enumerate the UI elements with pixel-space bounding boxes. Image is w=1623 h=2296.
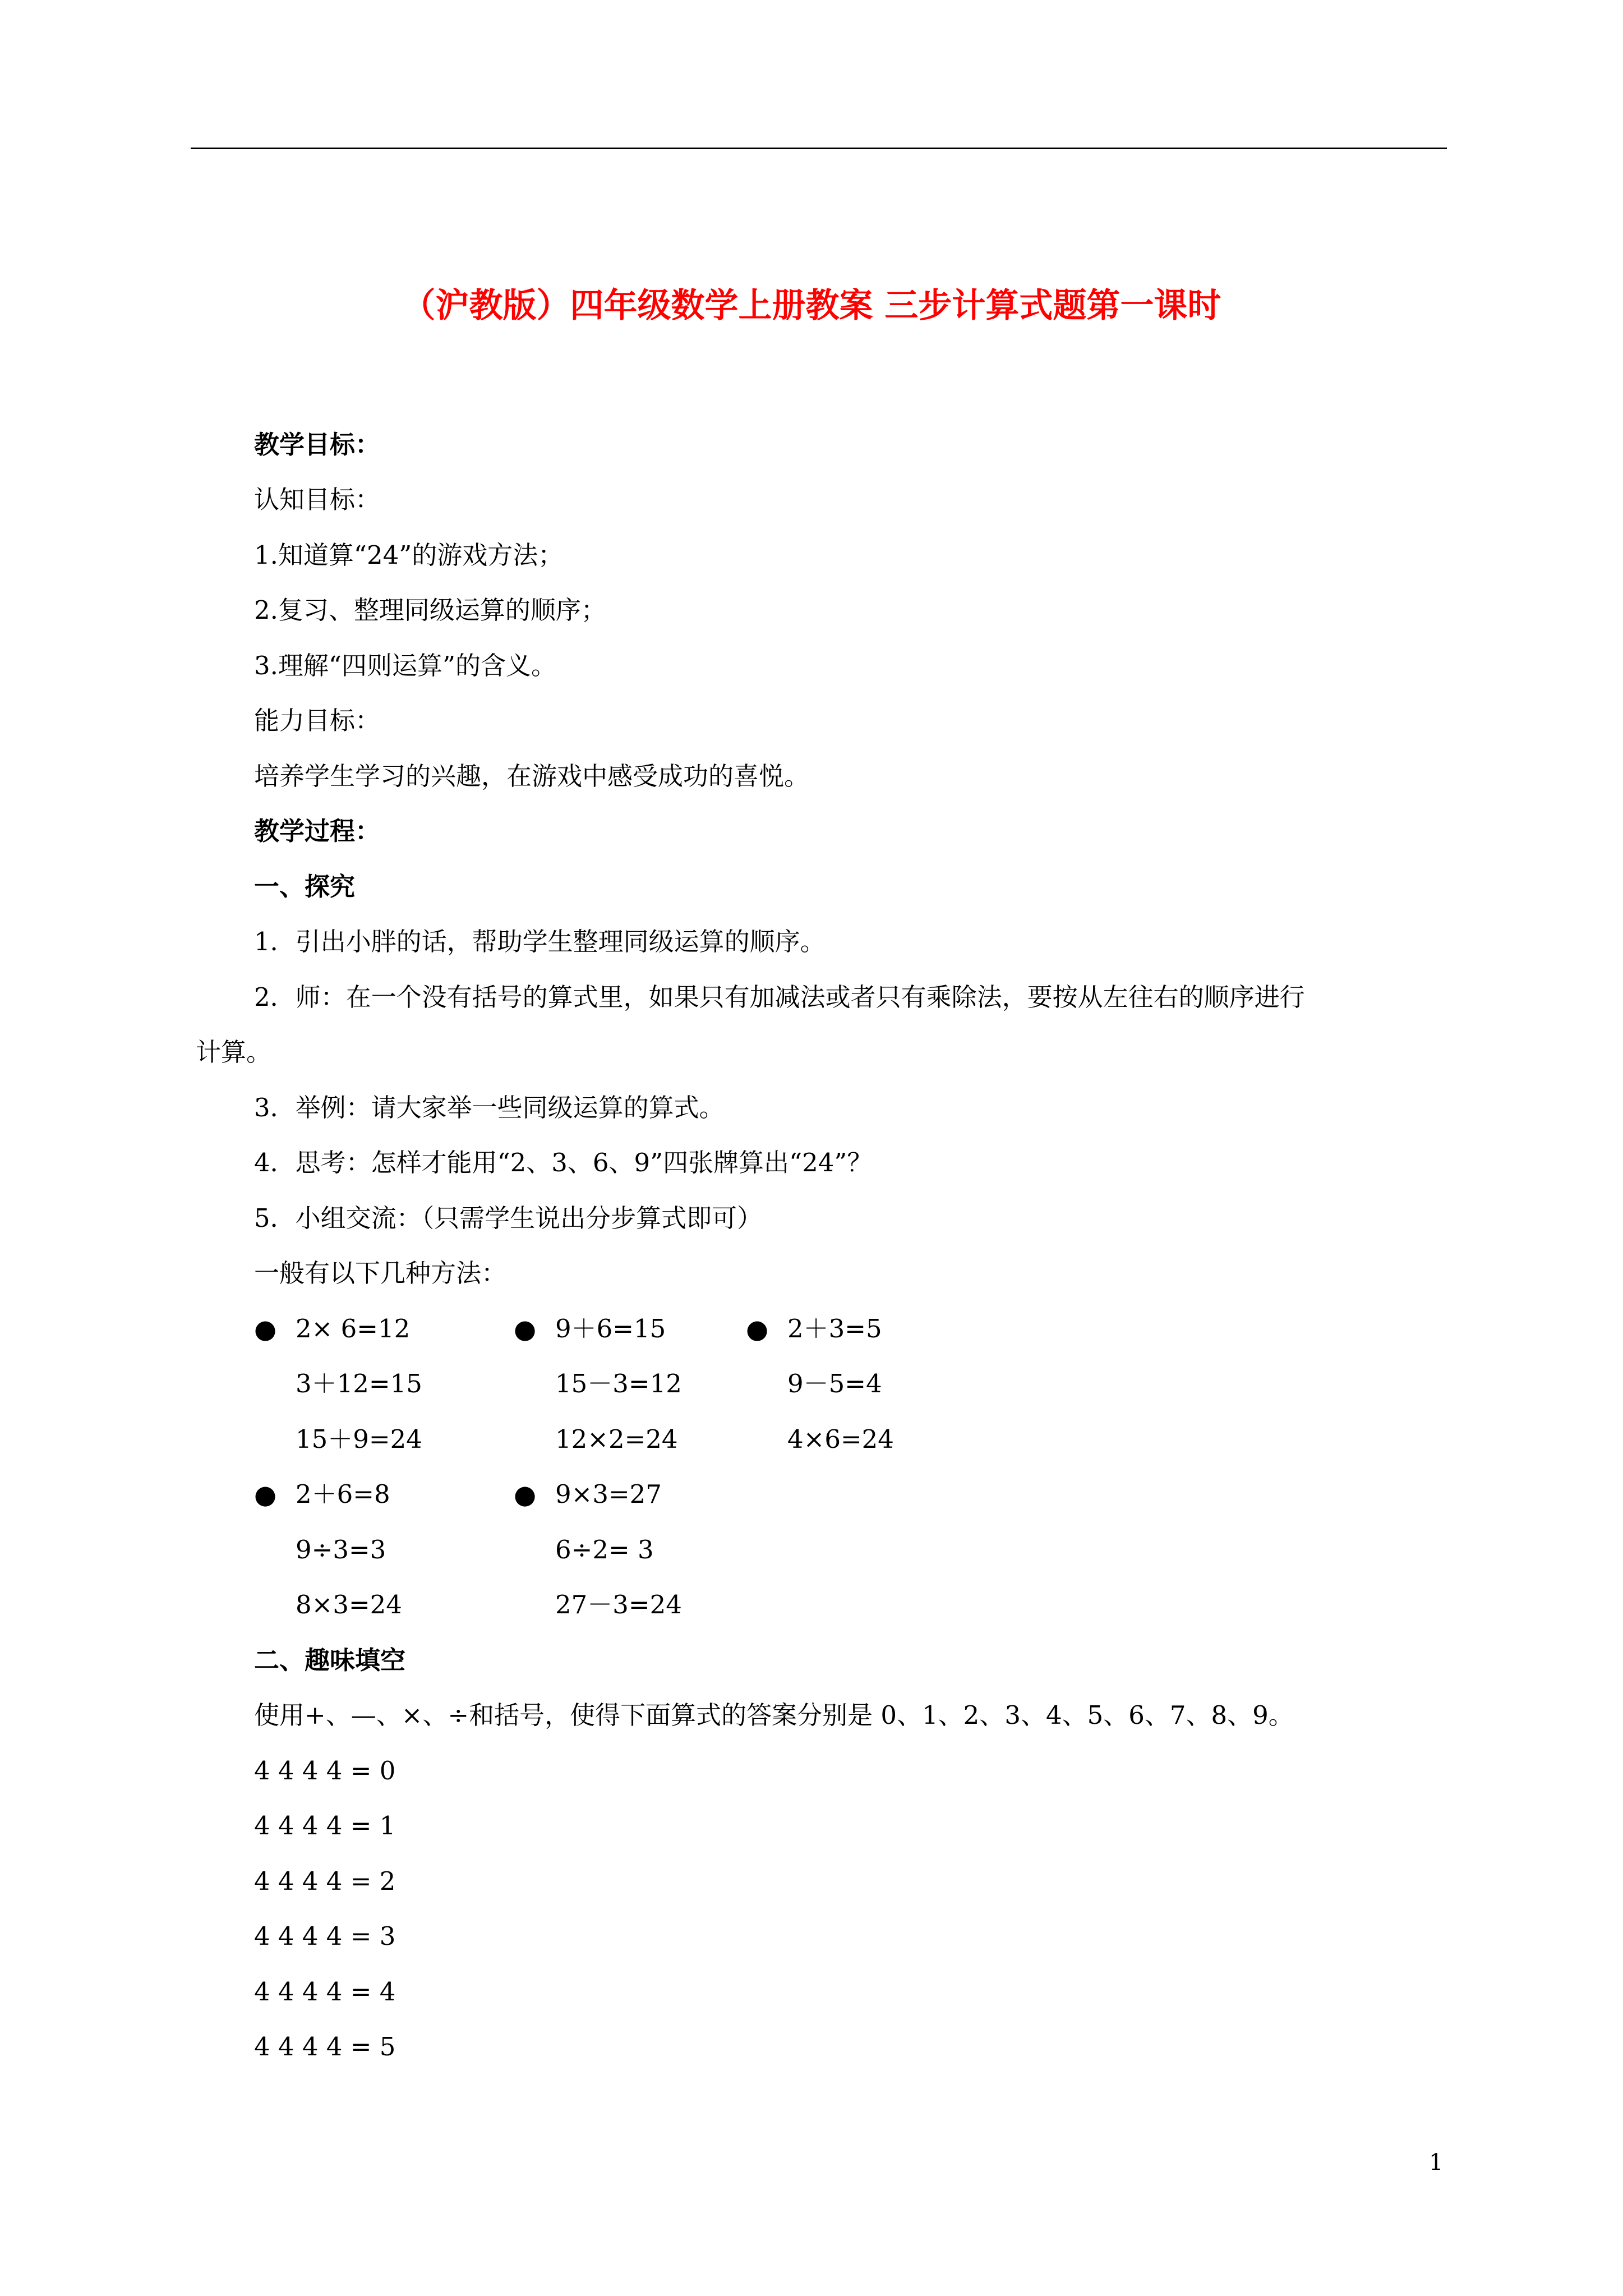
method-4-step-1: 2＋6=8 bbox=[296, 1479, 390, 1509]
section1-heading: 一、探究 bbox=[254, 872, 356, 901]
objectives-heading: 教学目标： bbox=[254, 430, 381, 459]
method-1-step-1: 2× 6=12 bbox=[296, 1314, 411, 1343]
cognitive-item-3: 3.理解“四则运算”的含义。 bbox=[254, 651, 556, 680]
cognitive-item-2: 2.复习、整理同级运算的顺序； bbox=[254, 595, 606, 625]
header-rule bbox=[191, 148, 1447, 149]
method-1-step-2: 3＋12=15 bbox=[296, 1369, 422, 1398]
bullet-icon: ● bbox=[514, 1479, 537, 1510]
section2-heading: 二、趣味填空 bbox=[254, 1645, 406, 1675]
method-4-step-2: 9÷3=3 bbox=[296, 1535, 386, 1565]
methods-intro: 一般有以下几种方法： bbox=[254, 1258, 507, 1288]
section1-item-4: 4．思考：怎样才能用“2、3、6、9”四张牌算出“24”？ bbox=[254, 1148, 873, 1177]
method-3-step-1: 2＋3=5 bbox=[787, 1314, 882, 1343]
ability-text: 培养学生学习的兴趣，在游戏中感受成功的喜悦。 bbox=[254, 761, 810, 791]
section1-item-2: 2．师：在一个没有括号的算式里，如果只有加减法或者只有乘除法，要按从左往右的顺序进行 bbox=[254, 982, 1305, 1012]
process-heading: 教学过程： bbox=[254, 816, 381, 846]
section1-item-3: 3．举例：请大家举一些同级运算的算式。 bbox=[254, 1093, 725, 1122]
fill-blank-5: 4 4 4 4 = 5 bbox=[254, 2032, 396, 2062]
bullet-icon: ● bbox=[254, 1314, 277, 1344]
cognitive-item-1: 1.知道算“24”的游戏方法； bbox=[254, 540, 564, 570]
method-3-step-2: 9－5=4 bbox=[787, 1369, 882, 1398]
fill-blank-2: 4 4 4 4 = 2 bbox=[254, 1866, 396, 1896]
method-5-step-3: 27－3=24 bbox=[555, 1590, 682, 1619]
section2-instruction: 使用+、—、×、÷和括号，使得下面算式的答案分别是 0、1、2、3、4、5、6、7、8、9。 bbox=[254, 1700, 1294, 1730]
method-4-step-3: 8×3=24 bbox=[296, 1590, 402, 1619]
method-2-step-1: 9＋6=15 bbox=[555, 1314, 666, 1343]
fill-blank-4: 4 4 4 4 = 4 bbox=[254, 1977, 396, 2007]
bullet-icon: ● bbox=[746, 1314, 769, 1344]
fill-blank-1: 4 4 4 4 = 1 bbox=[254, 1811, 396, 1841]
method-5-step-1: 9×3=27 bbox=[555, 1479, 662, 1509]
method-1-step-3: 15＋9=24 bbox=[296, 1424, 422, 1454]
ability-heading: 能力目标： bbox=[254, 706, 381, 735]
fill-blank-0: 4 4 4 4 = 0 bbox=[254, 1756, 396, 1786]
section1-item-5: 5．小组交流：（只需学生说出分步算式即可） bbox=[254, 1203, 763, 1233]
section1-item-2-continued: 计算。 bbox=[196, 1037, 272, 1067]
cognitive-heading: 认知目标： bbox=[254, 485, 381, 514]
section1-item-1: 1．引出小胖的话，帮助学生整理同级运算的顺序。 bbox=[254, 927, 826, 956]
bullet-icon: ● bbox=[514, 1314, 537, 1344]
method-2-step-2: 15－3=12 bbox=[555, 1369, 682, 1398]
bullet-icon: ● bbox=[254, 1479, 277, 1510]
method-3-step-3: 4×6=24 bbox=[787, 1424, 894, 1454]
fill-blank-3: 4 4 4 4 = 3 bbox=[254, 1921, 396, 1951]
method-5-step-2: 6÷2= 3 bbox=[555, 1535, 654, 1565]
page-number: 1 bbox=[1429, 2150, 1444, 2175]
document-title: （沪教版）四年级数学上册教案 三步计算式题第一课时 bbox=[402, 286, 1221, 325]
method-2-step-3: 12×2=24 bbox=[555, 1424, 678, 1454]
